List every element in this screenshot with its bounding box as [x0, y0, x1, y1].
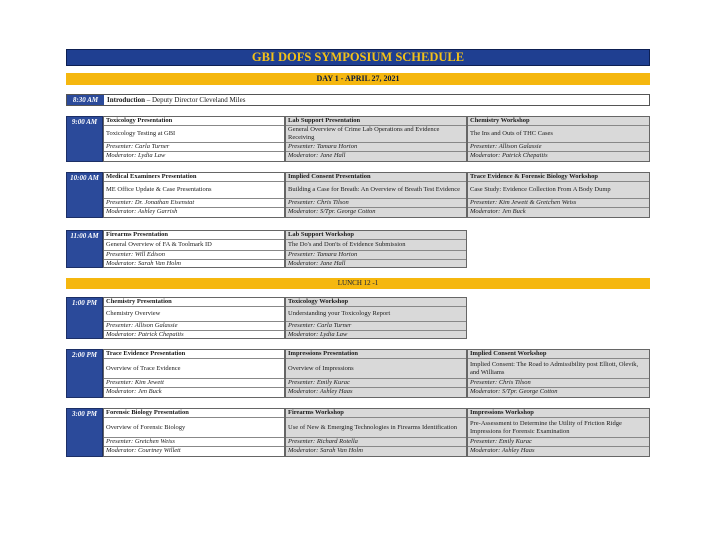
- session-cell: [467, 116, 650, 162]
- session-header: Implied Consent Workshop: [468, 350, 649, 359]
- session-moderator: Moderator: S/Tpr. George Cotton: [288, 208, 376, 215]
- session-cell: [285, 230, 467, 268]
- session-cell: [285, 116, 467, 162]
- time-slot-row: [66, 297, 650, 339]
- session-cell: [467, 172, 650, 218]
- session-presenter: Presenter: Carla Turner: [104, 143, 284, 152]
- session-moderator: Moderator: Ashley Haas: [288, 388, 353, 395]
- session-presenter: Presenter: Chris Tilson: [468, 379, 649, 388]
- session-topic: General Overview of Crime Lab Operations and Evidence Receiving: [286, 126, 466, 143]
- session-moderator: Moderator: Jane Hall: [288, 260, 346, 267]
- session-cell: [103, 116, 285, 162]
- session-cell: [285, 172, 467, 218]
- session-topic: Toxicology Testing at GBI: [104, 126, 284, 143]
- session-presenter: Presenter: Kim Jewett: [104, 379, 284, 388]
- session-cell: [103, 349, 285, 398]
- session-header: Firearms Presentation: [104, 231, 284, 240]
- session-presenter: Presenter: Will Edison: [104, 251, 284, 260]
- time-slot-row: [66, 349, 650, 398]
- session-topic: Overview of Trace Evidence: [104, 359, 284, 379]
- session-header: Impressions Workshop: [468, 409, 649, 418]
- session-header: Impressions Presentation: [286, 350, 466, 359]
- session-header: Firearms Workshop: [286, 409, 466, 418]
- session-topic: Understanding your Toxicology Report: [286, 307, 466, 322]
- intro-time: 8:30 AM: [67, 95, 104, 105]
- session-cell: [467, 408, 650, 457]
- session-moderator: Moderator: Jane Hall: [288, 152, 346, 159]
- time-slot-label: 3:00 PM: [66, 408, 103, 457]
- session-topic: ME Office Update & Case Presentations: [104, 182, 284, 199]
- session-presenter: Presenter: Gretchen Weiss: [104, 438, 284, 447]
- session-presenter: Presenter: Tamara Horton: [286, 143, 466, 152]
- session-header: Trace Evidence & Forensic Biology Workshop: [468, 173, 649, 182]
- lunch-banner: LUNCH 12 -1: [66, 278, 650, 289]
- session-moderator: Moderator: Ashley Haas: [470, 447, 535, 454]
- session-topic: Case Study: Evidence Collection From A Body Dump: [468, 182, 649, 199]
- time-slot-row: [66, 230, 650, 268]
- session-presenter: Presenter: Kim Jewett & Gretchen Weiss: [468, 199, 649, 208]
- time-slot-row: [66, 408, 650, 457]
- session-presenter: Presenter: Carla Turner: [286, 322, 466, 331]
- session-header: Trace Evidence Presentation: [104, 350, 284, 359]
- session-topic: Implied Consent: The Road to Admissibility post Elliott, Olevik, and Williams: [468, 359, 649, 379]
- time-slot-label: 2:00 PM: [66, 349, 103, 398]
- time-slot-row: [66, 116, 650, 162]
- session-header: Chemistry Workshop: [468, 117, 649, 126]
- session-presenter: Presenter: Dr. Jonathan Eisenstat: [104, 199, 284, 208]
- session-topic: Pre-Assessment to Determine the Utility of Friction Ridge Impressions for Forensic Examination: [468, 418, 649, 438]
- session-cell: [285, 349, 467, 398]
- session-presenter: Presenter: Tamara Horton: [286, 251, 466, 260]
- intro-detail: – Deputy Director Cleveland Miles: [145, 96, 246, 104]
- time-slot-label: 1:00 PM: [66, 297, 103, 339]
- time-slot-label: 10:00 AM: [66, 172, 103, 218]
- intro-row: [66, 94, 650, 106]
- session-header: Forensic Biology Presentation: [104, 409, 284, 418]
- session-moderator: Moderator: Jen Buck: [106, 388, 162, 395]
- session-topic: The Ins and Outs of THC Cases: [468, 126, 649, 143]
- session-header: Medical Examiners Presentation: [104, 173, 284, 182]
- intro-label: Introduction: [107, 96, 145, 104]
- session-header: Toxicology Presentation: [104, 117, 284, 126]
- time-slot-label: 9:00 AM: [66, 116, 103, 162]
- intro-text: [107, 95, 246, 105]
- session-presenter: Presenter: Allison Galassie: [104, 322, 284, 331]
- session-header: Lab Support Presentation: [286, 117, 466, 126]
- session-presenter: Presenter: Allison Galassie: [468, 143, 649, 152]
- session-presenter: Presenter: Emily Kurac: [286, 379, 466, 388]
- session-topic: Overview of Impressions: [286, 359, 466, 379]
- session-topic: Use of New & Emerging Technologies in Firearms Identification: [286, 418, 466, 438]
- session-topic: Overview of Forensic Biology: [104, 418, 284, 438]
- session-moderator: Moderator: Lydia Law: [106, 152, 166, 159]
- session-moderator: Moderator: Patrick Chepaitis: [470, 152, 548, 159]
- session-header: Chemistry Presentation: [104, 298, 284, 307]
- session-presenter: Presenter: Emily Kurac: [468, 438, 649, 447]
- session-presenter: Presenter: Chris Tilson: [286, 199, 466, 208]
- session-moderator: Moderator: S/Tpr. George Cotton: [470, 388, 558, 395]
- session-topic: The Do's and Don'ts of Evidence Submission: [286, 240, 466, 251]
- day-banner: DAY 1 - APRIL 27, 2021: [66, 73, 650, 85]
- session-moderator: Moderator: Sarah Van Holm: [106, 260, 181, 267]
- session-moderator: Moderator: Sarah Van Holm: [288, 447, 363, 454]
- session-topic: Chemistry Overview: [104, 307, 284, 322]
- session-cell: [285, 297, 467, 339]
- session-moderator: Moderator: Jen Buck: [470, 208, 526, 215]
- session-topic: Building a Case for Breath: An Overview of Breath Test Evidence: [286, 182, 466, 199]
- session-moderator: Moderator: Courtney Willett: [106, 447, 181, 454]
- session-topic: General Overview of FA & Toolmark ID: [104, 240, 284, 251]
- session-cell: [103, 297, 285, 339]
- session-cell: [103, 230, 285, 268]
- session-header: Toxicology Workshop: [286, 298, 466, 307]
- session-moderator: Moderator: Ashley Garrish: [106, 208, 178, 215]
- session-cell: [285, 408, 467, 457]
- session-header: Lab Support Workshop: [286, 231, 466, 240]
- time-slot-row: [66, 172, 650, 218]
- session-moderator: Moderator: Lydia Law: [288, 331, 348, 338]
- session-header: Implied Consent Presentation: [286, 173, 466, 182]
- session-cell: [103, 408, 285, 457]
- schedule-title: GBI DOFS SYMPOSIUM SCHEDULE: [66, 49, 650, 66]
- time-slot-label: 11:00 AM: [66, 230, 103, 268]
- session-moderator: Moderator: Patrick Chepaitis: [106, 331, 184, 338]
- session-cell: [103, 172, 285, 218]
- session-cell: [467, 349, 650, 398]
- session-presenter: Presenter: Richard Rotella: [286, 438, 466, 447]
